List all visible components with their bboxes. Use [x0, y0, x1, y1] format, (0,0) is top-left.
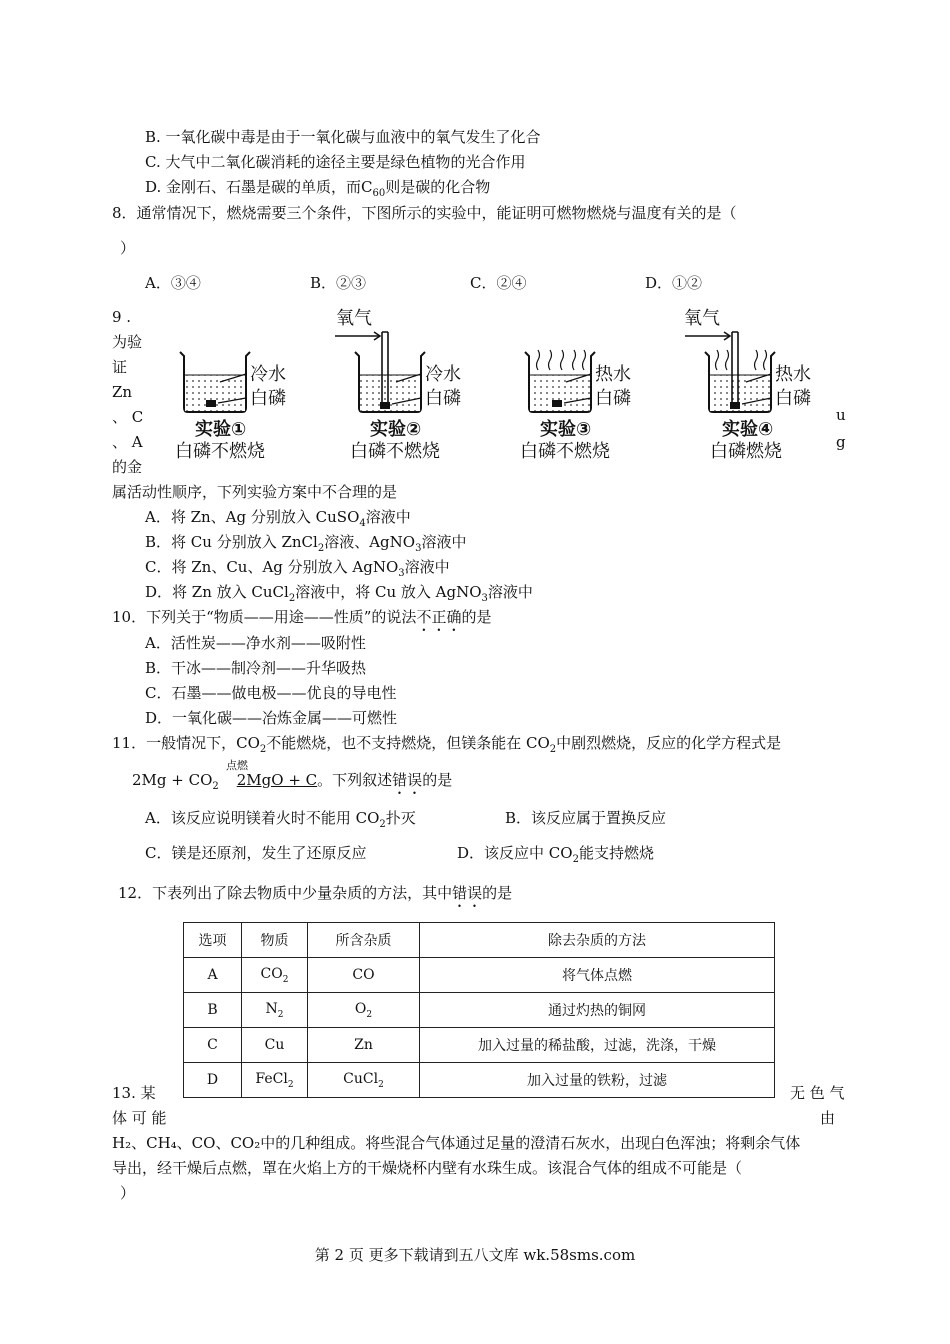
q13-frag-right-2: 由 [820, 1109, 836, 1127]
row-b-substance-text: N [265, 1000, 278, 1017]
beaker-2 [335, 308, 461, 462]
q9-d-sub2: 3 [481, 593, 488, 604]
q11-option-a [145, 808, 416, 835]
row-a-option: A [184, 958, 242, 993]
row-b-substance-sub: 2 [277, 1009, 284, 1020]
oxygen-label-2: 氧气 [336, 308, 372, 329]
page-footer: 第 2 页 更多下载请到五八文库 wk.58sms.com [314, 1246, 636, 1264]
q11-eq-tail-emph: 错误 [392, 771, 423, 789]
q9-frag-3: 证 [112, 358, 128, 376]
q8-option-b: B．②③ [310, 274, 367, 292]
q13-paren: ） [120, 1184, 136, 1202]
q12-stem-pre: 12．下表列出了除去物质中少量杂质的方法，其中 [118, 884, 453, 902]
q11-d-pre: D．该反应中 CO [457, 844, 573, 862]
q9-stem: 属活动性顺序，下列实验方案中不合理的是 [112, 483, 398, 501]
q13-frag-2: 体 可 能 [112, 1109, 167, 1127]
q11-stem-sub1: 2 [259, 744, 267, 755]
combustion-experiment-figure [160, 300, 820, 470]
q13-line-4: 导出，经干燥后点燃，罩在火焰上方的干燥烧杯内壁有水珠生成。该混合气体的组成不可能是（ [112, 1159, 743, 1177]
q11-a-post: 扑灭 [385, 809, 416, 827]
row-c-impurity: Zn [308, 1028, 420, 1063]
row-a-substance-text: CO [260, 965, 283, 982]
white-p-label-1: 白磷 [250, 388, 286, 409]
q7-option-c: C. 大气中二氧化碳消耗的途径主要是绿色植物的光合作用 [145, 153, 526, 171]
q11-stem-post: 中剧烈燃烧，反应的化学方程式是 [556, 734, 782, 752]
q11-eq-tail-post: 的是 [422, 771, 453, 789]
q11-a-sub: 2 [379, 819, 386, 830]
q9-option-a [145, 507, 411, 534]
q10-option-c: C．石墨——做电极——优良的导电性 [145, 684, 397, 702]
row-a-impurity: CO [308, 958, 420, 993]
q11-stem-pre: 11．一般情况下，CO [112, 734, 260, 752]
table-row [184, 993, 775, 1028]
q9-b-post: 溶液中 [421, 533, 467, 551]
table-row [184, 1028, 775, 1063]
q10-stem-pre: 10．下列关于“物质——用途——性质”的说法 [112, 608, 417, 626]
row-c-method: 加入过量的稀盐酸，过滤，洗涤，干燥 [420, 1028, 775, 1063]
table-row [184, 1063, 775, 1098]
q9-c-text: C．将 Zn、Cu、Ag 分别放入 AgNO [145, 558, 399, 576]
q9-a-sub: 4 [359, 518, 366, 529]
q9-frag-right-2: g [836, 433, 846, 451]
q9-d-mid: 溶液中，将 Cu 放入 AgNO [295, 583, 482, 601]
row-b-impurity [308, 993, 420, 1028]
row-c-option: C [184, 1028, 242, 1063]
q9-a-post: 溶液中 [365, 508, 411, 526]
q9-frag-1: 9 . [112, 308, 132, 326]
white-phosphorus-2 [380, 402, 390, 409]
row-b-impurity-text: O [354, 1000, 367, 1017]
q10-stem-emph: 不正确 [416, 608, 462, 626]
row-d-option: D [184, 1063, 242, 1098]
hot-water-label-4: 热水 [775, 364, 811, 385]
exp-4-label: 实验④ [722, 419, 774, 440]
q11-stem-sub2: 2 [549, 744, 557, 755]
row-b-method: 通过灼热的铜网 [420, 993, 775, 1028]
exp-4-result: 白磷燃烧 [710, 441, 782, 462]
cold-water-label-1: 冷水 [250, 364, 286, 385]
q12-stem-post: 的是 [482, 884, 513, 902]
q8-paren: ） [120, 239, 136, 257]
q11-option-d [457, 843, 654, 870]
q11-stem-mid: 不能燃烧，也不支持燃烧，但镁条能在 CO [266, 734, 550, 752]
q7-option-b: B. 一氧化碳中毒是由于一氧化碳与血液中的氧气发生了化合 [145, 128, 541, 146]
row-c-substance: Cu [242, 1028, 308, 1063]
q7-d-sub: 60 [372, 188, 386, 199]
oxygen-label-4: 氧气 [684, 308, 720, 329]
exp-3-result: 白磷不燃烧 [520, 441, 610, 462]
q8-option-c: C．②④ [470, 274, 527, 292]
white-p-label-3: 白磷 [595, 388, 631, 409]
q11-condition: 点燃 [226, 759, 248, 772]
q9-frag-2: 为验 [112, 333, 143, 351]
table-header-row [184, 923, 775, 958]
q11-stem [112, 733, 781, 760]
q9-option-d [145, 582, 533, 609]
row-d-impurity-sub: 2 [378, 1079, 384, 1090]
q9-b-text: B．将 Cu 分别放入 ZnCl [145, 533, 318, 551]
q11-equation [132, 770, 452, 798]
beaker-4 [684, 308, 811, 462]
q10-stem-post: 的是 [461, 608, 492, 626]
row-a-method: 将气体点燃 [420, 958, 775, 993]
row-d-substance-text: FeCl [255, 1070, 288, 1087]
q13-frag-1: 13. 某 [112, 1084, 156, 1102]
header-substance: 物质 [242, 923, 308, 958]
q11-eq-left: 2Mg + CO [132, 771, 213, 789]
cold-water-label-2: 冷水 [425, 364, 461, 385]
white-phosphorus-3 [552, 400, 562, 407]
q8-stem: 8．通常情况下，燃烧需要三个条件，下图所示的实验中，能证明可燃物燃烧与温度有关的是（ [112, 204, 737, 222]
header-impurity: 所含杂质 [308, 923, 420, 958]
q10-option-a: A．活性炭——净水剂——吸附性 [145, 634, 366, 652]
white-p-label-2: 白磷 [425, 388, 461, 409]
q13-line-3: H₂、CH₄、CO、CO₂中的几种组成。将些混合气体通过足量的澄清石灰水，出现白色浑浊；将剩余气体 [112, 1134, 801, 1152]
q11-eq-sub: 2 [212, 781, 219, 792]
q8-option-a: A．③④ [145, 274, 201, 292]
q7-option-d [145, 177, 490, 204]
row-d-impurity-text: CuCl [343, 1070, 379, 1087]
q11-a-pre: A．该反应说明镁着火时不能用 CO [145, 809, 380, 827]
exp-2-result: 白磷不燃烧 [350, 441, 440, 462]
q11-option-b: B．该反应属于置换反应 [505, 809, 667, 827]
exp-1-label: 实验① [195, 419, 247, 440]
white-p-label-4: 白磷 [775, 388, 811, 409]
white-phosphorus-1 [206, 400, 216, 407]
impurity-removal-table [183, 922, 775, 1098]
header-option: 选项 [184, 923, 242, 958]
q9-b-mid: 溶液、AgNO [324, 533, 416, 551]
beaker-1 [175, 352, 286, 462]
row-b-substance [242, 993, 308, 1028]
q11-option-c: C．镁是还原剂，发生了还原反应 [145, 844, 367, 862]
row-a-substance [242, 958, 308, 993]
header-method: 除去杂质的方法 [420, 923, 775, 958]
row-b-option: B [184, 993, 242, 1028]
q12-stem-emph: 错误 [452, 884, 483, 902]
exp-2-label: 实验② [370, 419, 422, 440]
q12-stem [118, 883, 512, 911]
q10-option-d: D．一氧化碳——冶炼金属——可燃性 [145, 709, 398, 727]
row-a-substance-sub: 2 [282, 974, 289, 985]
q9-frag-5: 、 C [112, 408, 144, 426]
q9-b-sub1: 2 [317, 543, 325, 554]
q9-option-b [145, 532, 466, 559]
q7-d-post: 则是碳的化合物 [385, 178, 491, 196]
q9-d-post: 溶液中 [487, 583, 533, 601]
q9-frag-6: 、 A [112, 433, 143, 451]
table-row [184, 958, 775, 993]
row-d-method: 加入过量的铁粉，过滤 [420, 1063, 775, 1098]
hot-water-label-3: 热水 [595, 364, 631, 385]
q9-b-sub2: 3 [415, 543, 422, 554]
q9-d-sub1: 2 [288, 593, 296, 604]
q9-frag-right-1: u [836, 406, 846, 424]
q11-eq-right: 2MgO + C [236, 771, 318, 789]
q9-c-post: 溶液中 [404, 558, 450, 576]
row-d-substance [242, 1063, 308, 1098]
q13-frag-right-1: 无 色 气 [790, 1084, 845, 1102]
q9-c-sub: 3 [398, 568, 405, 579]
row-d-substance-sub: 2 [287, 1079, 294, 1090]
white-phosphorus-4 [730, 402, 740, 409]
row-b-impurity-sub: 2 [366, 1009, 373, 1020]
q7-d-text: D. 金刚石、石墨是碳的单质，而C [145, 178, 373, 196]
q9-d-text: D．将 Zn 放入 CuCl [145, 583, 289, 601]
exp-1-result: 白磷不燃烧 [175, 441, 265, 462]
exp-3-label: 实验③ [540, 419, 592, 440]
q9-option-c [145, 557, 450, 584]
q11-eq-tail-pre: 。下列叙述 [317, 771, 393, 789]
q9-a-text: A．将 Zn、Ag 分别放入 CuSO [145, 508, 360, 526]
q10-stem [112, 607, 491, 635]
q10-option-b: B．干冰——制冷剂——升华吸热 [145, 659, 367, 677]
q11-d-post: 能支持燃烧 [578, 844, 654, 862]
q11-d-sub: 2 [572, 854, 579, 865]
q9-frag-7: 的金 [112, 458, 143, 476]
q8-option-d: D．①② [645, 274, 703, 292]
beaker-3 [520, 350, 631, 462]
row-d-impurity [308, 1063, 420, 1098]
q9-frag-4: Zn [112, 383, 133, 401]
